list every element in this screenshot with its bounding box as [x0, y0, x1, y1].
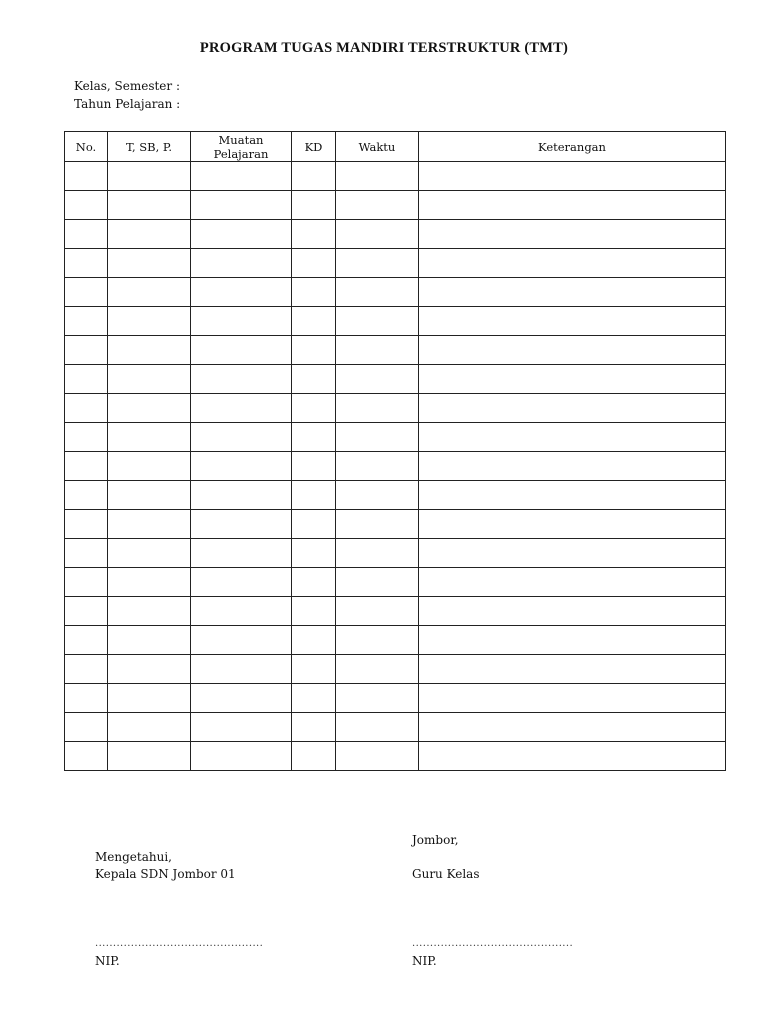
- table-cell: [65, 365, 108, 394]
- table-cell: [191, 481, 292, 510]
- table-cell: [108, 336, 191, 365]
- table-cell: [419, 452, 726, 481]
- table-cell: [336, 597, 419, 626]
- table-cell: [419, 336, 726, 365]
- header-keterangan: Keterangan: [419, 132, 726, 162]
- table-cell: [292, 742, 336, 771]
- table-cell: [336, 365, 419, 394]
- table-header-row: [65, 132, 726, 162]
- table-cell: [419, 597, 726, 626]
- table-cell: [292, 684, 336, 713]
- table-cell: [336, 394, 419, 423]
- table-cell: [191, 655, 292, 684]
- table-cell: [336, 481, 419, 510]
- table-row: [65, 655, 726, 684]
- right-sig-dots: .............................................: [412, 938, 574, 949]
- table-cell: [292, 452, 336, 481]
- table-cell: [108, 220, 191, 249]
- header-no: No.: [65, 132, 108, 162]
- table-cell: [65, 249, 108, 278]
- table-cell: [419, 365, 726, 394]
- table-cell: [191, 423, 292, 452]
- table-cell: [108, 365, 191, 394]
- table-row: [65, 568, 726, 597]
- table-cell: [419, 539, 726, 568]
- table-cell: [65, 191, 108, 220]
- table-row: [65, 539, 726, 568]
- table-cell: [65, 713, 108, 742]
- table-cell: [419, 307, 726, 336]
- table-cell: [292, 394, 336, 423]
- table-cell: [65, 510, 108, 539]
- table-cell: [292, 539, 336, 568]
- table-row: [65, 191, 726, 220]
- table-cell: [191, 452, 292, 481]
- table-cell: [65, 655, 108, 684]
- table-cell: [108, 655, 191, 684]
- table-row: [65, 510, 726, 539]
- table-cell: [108, 481, 191, 510]
- table-cell: [336, 336, 419, 365]
- table-cell: [108, 423, 191, 452]
- table-cell: [292, 336, 336, 365]
- table-cell: [292, 249, 336, 278]
- table-cell: [336, 191, 419, 220]
- right-sig-nip: NIP.: [412, 954, 437, 968]
- table-cell: [292, 220, 336, 249]
- table-cell: [108, 510, 191, 539]
- table-cell: [292, 597, 336, 626]
- table-cell: [336, 568, 419, 597]
- table-cell: [336, 423, 419, 452]
- table-cell: [108, 597, 191, 626]
- table-cell: [191, 162, 292, 191]
- table-cell: [419, 423, 726, 452]
- table-row: [65, 162, 726, 191]
- table-row: [65, 307, 726, 336]
- table-cell: [292, 481, 336, 510]
- table-cell: [419, 684, 726, 713]
- table-cell: [108, 684, 191, 713]
- right-sig-line1: Jombor,: [412, 833, 459, 847]
- table-row: [65, 249, 726, 278]
- table-cell: [108, 742, 191, 771]
- table-row: [65, 481, 726, 510]
- table-cell: [65, 423, 108, 452]
- table-cell: [336, 307, 419, 336]
- table-cell: [108, 394, 191, 423]
- table-cell: [191, 597, 292, 626]
- right-sig-line2: Guru Kelas: [412, 867, 480, 881]
- left-sig-nip: NIP.: [95, 954, 120, 968]
- table-cell: [191, 394, 292, 423]
- table-cell: [65, 626, 108, 655]
- left-sig-line1: Mengetahui,: [95, 850, 172, 864]
- table-row: [65, 336, 726, 365]
- table-cell: [336, 742, 419, 771]
- document-title: PROGRAM TUGAS MANDIRI TERSTRUKTUR (TMT): [199, 40, 569, 56]
- table-cell: [191, 510, 292, 539]
- table-cell: [108, 278, 191, 307]
- table-cell: [419, 510, 726, 539]
- table-cell: [292, 191, 336, 220]
- table-cell: [292, 423, 336, 452]
- table-cell: [191, 191, 292, 220]
- table-row: [65, 278, 726, 307]
- table-cell: [336, 626, 419, 655]
- table-cell: [65, 568, 108, 597]
- table-cell: [336, 452, 419, 481]
- table-cell: [65, 336, 108, 365]
- table-cell: [65, 278, 108, 307]
- table-cell: [336, 539, 419, 568]
- table-cell: [336, 655, 419, 684]
- header-waktu: Waktu: [336, 132, 419, 162]
- table-row: [65, 626, 726, 655]
- left-sig-line2: Kepala SDN Jombor 01: [95, 867, 236, 881]
- table-cell: [419, 568, 726, 597]
- table-row: [65, 220, 726, 249]
- tahun-pelajaran-label: Tahun Pelajaran :: [74, 97, 181, 111]
- left-sig-dots: ...............................................: [95, 938, 264, 949]
- kelas-semester-label: Kelas, Semester :: [74, 79, 181, 93]
- table-cell: [65, 742, 108, 771]
- table-cell: [65, 481, 108, 510]
- table-cell: [191, 365, 292, 394]
- table-cell: [419, 742, 726, 771]
- table-body: [65, 162, 726, 771]
- table-cell: [336, 162, 419, 191]
- table-cell: [108, 626, 191, 655]
- table-cell: [65, 220, 108, 249]
- table-cell: [419, 655, 726, 684]
- table-cell: [336, 278, 419, 307]
- table-row: [65, 684, 726, 713]
- table-cell: [108, 713, 191, 742]
- header-kd: KD: [292, 132, 336, 162]
- table-cell: [191, 568, 292, 597]
- table-cell: [65, 539, 108, 568]
- table-cell: [292, 655, 336, 684]
- table-cell: [191, 539, 292, 568]
- table-cell: [191, 307, 292, 336]
- table-cell: [419, 191, 726, 220]
- table-cell: [65, 394, 108, 423]
- table-cell: [108, 191, 191, 220]
- table-cell: [419, 626, 726, 655]
- table-cell: [419, 162, 726, 191]
- table-cell: [292, 510, 336, 539]
- table-cell: [292, 365, 336, 394]
- table-cell: [108, 249, 191, 278]
- table-cell: [419, 249, 726, 278]
- table-cell: [65, 597, 108, 626]
- table-cell: [65, 162, 108, 191]
- table-cell: [191, 278, 292, 307]
- table-cell: [336, 220, 419, 249]
- table-row: [65, 365, 726, 394]
- header-t-sb-p: T, SB, P.: [108, 132, 191, 162]
- tmt-table: [64, 131, 726, 771]
- table-cell: [419, 278, 726, 307]
- table-row: [65, 394, 726, 423]
- table-cell: [65, 307, 108, 336]
- table-row: [65, 742, 726, 771]
- table-cell: [191, 713, 292, 742]
- table-row: [65, 713, 726, 742]
- table-cell: [108, 162, 191, 191]
- table-cell: [191, 249, 292, 278]
- table-cell: [419, 220, 726, 249]
- table-cell: [65, 452, 108, 481]
- table-cell: [419, 713, 726, 742]
- table-cell: [191, 626, 292, 655]
- table-row: [65, 423, 726, 452]
- table-cell: [65, 684, 108, 713]
- table-cell: [336, 713, 419, 742]
- table-cell: [108, 539, 191, 568]
- table-cell: [292, 713, 336, 742]
- table-cell: [191, 684, 292, 713]
- table-cell: [191, 336, 292, 365]
- table-cell: [336, 510, 419, 539]
- table-row: [65, 452, 726, 481]
- table-cell: [191, 742, 292, 771]
- table-cell: [108, 452, 191, 481]
- table-cell: [336, 249, 419, 278]
- table-cell: [108, 568, 191, 597]
- table-cell: [292, 307, 336, 336]
- table-cell: [336, 684, 419, 713]
- table-cell: [292, 278, 336, 307]
- table-cell: [292, 568, 336, 597]
- header-muatan-pelajaran: Muatan Pelajaran: [191, 132, 292, 162]
- table-row: [65, 597, 726, 626]
- table-cell: [292, 626, 336, 655]
- table-cell: [108, 307, 191, 336]
- table-cell: [292, 162, 336, 191]
- table-cell: [419, 394, 726, 423]
- table-cell: [191, 220, 292, 249]
- table-cell: [419, 481, 726, 510]
